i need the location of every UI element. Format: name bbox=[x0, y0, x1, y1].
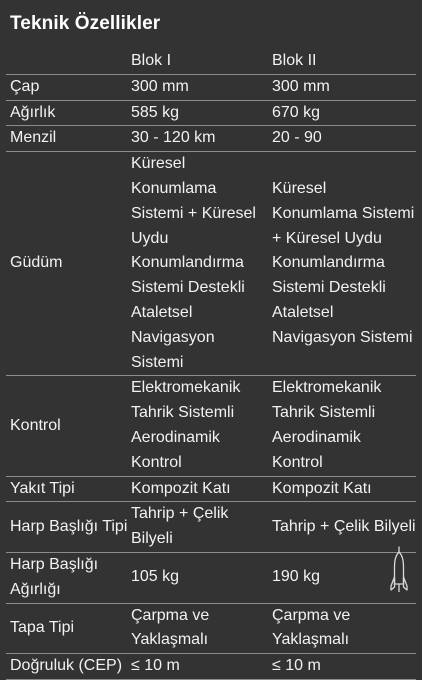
row-label: Çap bbox=[6, 74, 125, 100]
page-title: Teknik Özellikler bbox=[10, 13, 161, 34]
row-value-blok2: 300 mm bbox=[266, 74, 416, 100]
table-row bbox=[6, 126, 416, 152]
header-cell-blok1: Blok I bbox=[125, 49, 266, 74]
table-row bbox=[6, 100, 416, 126]
row-value-blok1: 300 mm bbox=[125, 74, 266, 100]
row-label: Kontrol bbox=[6, 376, 125, 476]
row-label: Harp Başlığı Tipi bbox=[6, 502, 125, 553]
row-value-blok1: Kompozit Katı bbox=[125, 476, 266, 502]
table-row bbox=[6, 603, 416, 654]
row-value-blok2: 670 kg bbox=[266, 100, 416, 126]
row-value-blok2: Çarpma ve Yaklaşmalı bbox=[266, 603, 416, 654]
row-value-blok2: ≤ 10 m bbox=[266, 654, 416, 680]
row-value-blok1: 30 - 120 km bbox=[125, 126, 266, 152]
header-cell-blok2: Blok II bbox=[266, 49, 416, 74]
table-row bbox=[6, 476, 416, 502]
table-row bbox=[6, 152, 416, 376]
row-value-blok2: Tahrip + Çelik Bilyeli bbox=[266, 502, 416, 553]
header-cell-label bbox=[6, 49, 125, 74]
row-label: Güdüm bbox=[6, 152, 125, 376]
row-value-blok1: Çarpma ve Yaklaşmalı bbox=[125, 603, 266, 654]
row-label: Yakıt Tipi bbox=[6, 476, 125, 502]
row-label: Ağırlık bbox=[6, 100, 125, 126]
row-value-blok1: Elektromekanik Tahrik Sistemli Aerodinamik Kontrol bbox=[125, 376, 266, 476]
table-row bbox=[6, 376, 416, 476]
table-row bbox=[6, 502, 416, 553]
row-value-blok2: Küresel Konumlama Sistemi + Küresel Uydu Konumlandırma Sistemi Destekli Ataletsel Navigasyon Sistemi bbox=[266, 152, 416, 376]
table-row bbox=[6, 552, 416, 603]
row-value-blok1: Tahrip + Çelik Bilyeli bbox=[125, 502, 266, 553]
row-value-blok2: 20 - 90 bbox=[266, 126, 416, 152]
row-value-blok1: 585 kg bbox=[125, 100, 266, 126]
row-value-blok2: Kompozit Katı bbox=[266, 476, 416, 502]
row-value-blok2: 190 kg bbox=[266, 552, 416, 603]
table-row bbox=[6, 654, 416, 680]
table-row bbox=[6, 74, 416, 100]
row-value-blok2: Elektromekanik Tahrik Sistemli Aerodinamik Kontrol bbox=[266, 376, 416, 476]
rocket-icon bbox=[389, 546, 409, 594]
row-label: Tapa Tipi bbox=[6, 603, 125, 654]
row-value-blok1: 105 kg bbox=[125, 552, 266, 603]
specs-table bbox=[6, 49, 416, 680]
table-header-row bbox=[6, 49, 416, 74]
row-value-blok1: ≤ 10 m bbox=[125, 654, 266, 680]
row-value-blok1: Küresel Konumlama Sistemi + Küresel Uydu Konumlandırma Sistemi Destekli Ataletsel Navigasyon Sistemi bbox=[125, 152, 266, 376]
row-label: Menzil bbox=[6, 126, 125, 152]
row-label: Doğruluk (CEP) bbox=[6, 654, 125, 680]
row-label: Harp Başlığı Ağırlığı bbox=[6, 552, 125, 603]
